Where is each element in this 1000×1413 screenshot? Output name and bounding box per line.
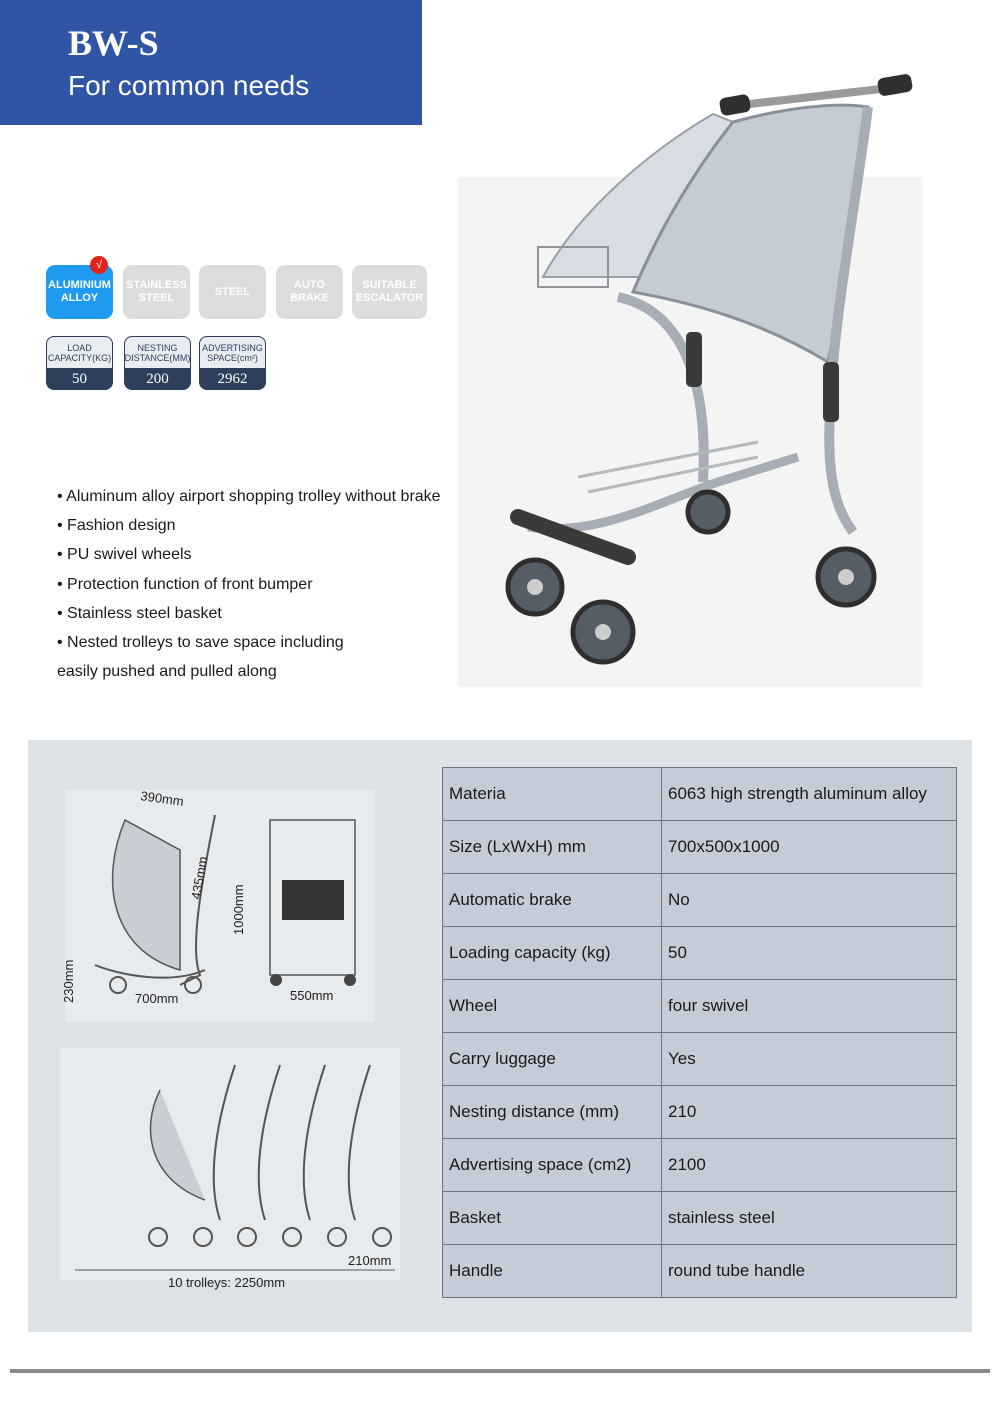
spec-value: Yes	[662, 1033, 957, 1086]
spec-value: round tube handle	[662, 1245, 957, 1298]
spec-key: Nesting distance (mm)	[443, 1086, 662, 1139]
badge-steel	[199, 265, 266, 319]
stat-value: 2962	[217, 371, 248, 387]
table-row	[443, 980, 957, 1033]
dim-base-height: 230mm	[61, 959, 76, 1003]
dim-top-depth: 390mm	[139, 788, 185, 810]
spec-value: No	[662, 874, 957, 927]
model-tagline: For common needs	[68, 70, 310, 101]
feature-item: • Fashion design	[57, 517, 176, 535]
spec-key: Loading capacity (kg)	[443, 927, 662, 980]
spec-key: Automatic brake	[443, 874, 662, 927]
title-banner	[0, 0, 422, 125]
spec-table	[442, 767, 957, 1298]
stat-label: ADVERTISING SPACE(cm²)	[199, 336, 266, 368]
dim-total-height: 1000mm	[231, 884, 246, 935]
table-row	[443, 927, 957, 980]
spec-value: 50	[662, 927, 957, 980]
dim-length: 700mm	[135, 991, 179, 1006]
dimension-drawings	[40, 760, 420, 1300]
dim-ten-trolleys: 10 trolleys: 2250mm	[168, 1275, 286, 1290]
badge-aluminium-alloy	[46, 265, 113, 319]
feature-item: • Nested trolleys to save space including	[57, 634, 344, 652]
spec-value: 6063 high strength aluminum alloy	[662, 768, 957, 821]
dim-ad-height: 435mm	[188, 855, 211, 901]
feature-item: • Aluminum alloy airport shopping trolley without brake	[57, 488, 441, 505]
table-row	[443, 821, 957, 874]
table-row	[443, 1245, 957, 1298]
footer-divider	[10, 1369, 990, 1373]
feature-item: • Protection function of front bumper	[57, 575, 313, 593]
spec-value: four swivel	[662, 980, 957, 1033]
stat-label: LOAD CAPACITY(KG)	[46, 336, 113, 368]
table-row	[443, 1033, 957, 1086]
badge-auto-brake	[276, 265, 343, 319]
feature-item: • PU swivel wheels	[57, 546, 192, 564]
stat-value: 200	[146, 371, 169, 387]
badge-label: ALUMINIUM ALLOY	[48, 279, 111, 304]
feature-item: • Stainless steel basket	[57, 604, 222, 622]
spec-key: Wheel	[443, 980, 662, 1033]
table-row	[443, 1139, 957, 1192]
feature-item: easily pushed and pulled along	[57, 663, 277, 681]
spec-key: Materia	[443, 768, 662, 821]
stat-nesting-distance	[124, 336, 191, 390]
trolley-product-image	[458, 62, 923, 687]
dim-nesting: 210mm	[348, 1253, 392, 1268]
check-icon: √	[90, 256, 108, 274]
spec-value: stainless steel	[662, 1192, 957, 1245]
spec-key: Advertising space (cm2)	[443, 1139, 662, 1192]
spec-value: 2100	[662, 1139, 957, 1192]
stat-advertising-space	[199, 336, 266, 390]
spec-value: 700x500x1000	[662, 821, 957, 874]
table-row	[443, 874, 957, 927]
model-name: BW-S	[68, 23, 159, 63]
spec-key: Carry luggage	[443, 1033, 662, 1086]
table-row	[443, 768, 957, 821]
badge-label: STAINLESS STEEL	[126, 279, 187, 304]
badge-stainless-steel	[123, 265, 190, 319]
feature-list	[57, 482, 441, 686]
stat-load-capacity	[46, 336, 113, 390]
dim-width: 550mm	[290, 988, 334, 1003]
badge-label: AUTO BRAKE	[289, 279, 330, 304]
table-row	[443, 1192, 957, 1245]
badge-label: STEEL	[214, 285, 251, 298]
spec-key: Basket	[443, 1192, 662, 1245]
badge-label: SUITABLE ESCALATOR	[355, 279, 424, 304]
table-row	[443, 1086, 957, 1139]
spec-value: 210	[662, 1086, 957, 1139]
stat-value: 50	[72, 371, 87, 387]
badge-suitable-escalator	[352, 265, 427, 319]
stat-label: NESTING DISTANCE(MM)	[124, 336, 191, 368]
spec-key: Handle	[443, 1245, 662, 1298]
spec-key: Size (LxWxH) mm	[443, 821, 662, 874]
